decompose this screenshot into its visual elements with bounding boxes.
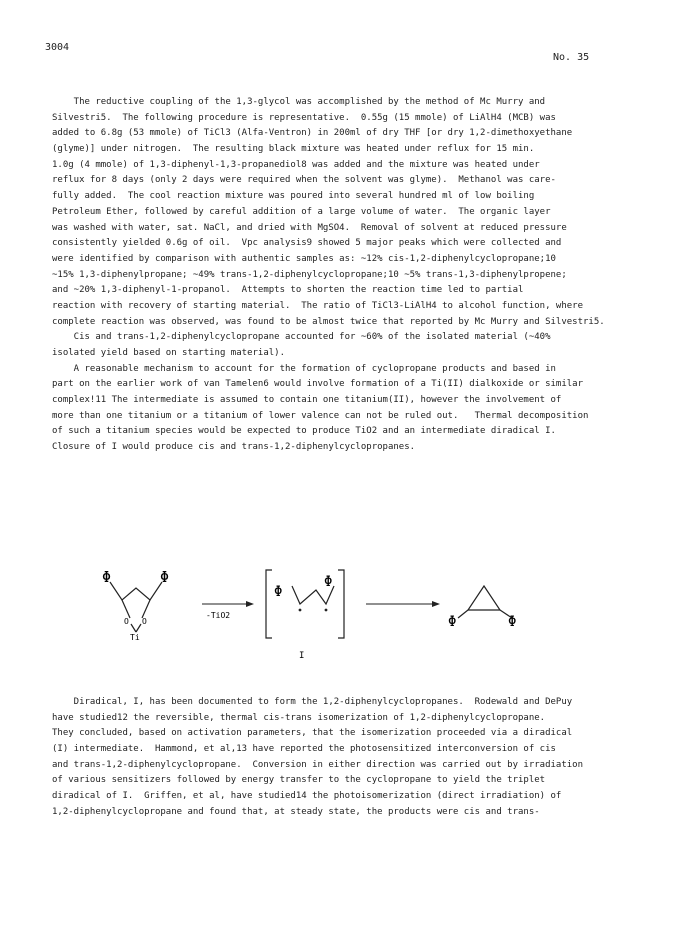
radical-dot-left [299,609,302,612]
text-line: added to 6.8g (53 mmole) of TiCl3 (Alfa-Ventron) in 200ml of dry THF [or dry 1,2-dimethoxyethane [52,128,573,139]
text-line: 1.0g (4 mmole) of 1,3-diphenyl-1,3-propanediol8 was added and the mixture was heated under [52,159,540,170]
text-line: They concluded, based on activation parameters, that the isomerization proceeded via a diradical [52,728,573,739]
text-line: A reasonable mechanism to account for the formation of cyclopropane products and based in [52,363,556,374]
paragraph-experimental [52,95,622,456]
intermediate-label: I [299,651,305,661]
starting-titanium-complex [110,582,162,632]
phenyl-diradical-left: Φ [274,584,283,600]
text-line: have studied12 the reversible, thermal cis-trans isomerization of 1,2-diphenylcyclopropane. [52,712,546,723]
reaction-scheme [60,560,620,670]
text-line: Cis and trans-1,2-diphenylcyclopropane accounted for ~60% of the isolated material (~40% [52,332,551,343]
oxygen-right: O [142,617,147,626]
text-line: part on the earlier work of van Tamelen6 would involve formation of a Ti(II) dialkoxide or similar [52,379,584,390]
text-line: more than one titanium or a titanium of lower valence can not be ruled out. Thermal decomposition [52,410,589,421]
titanium-atom: Ti [130,633,140,642]
text-line: complex!11 The intermediate is assumed to contain one titanium(II), however the involvement of [52,395,562,406]
paragraph-discussion [52,695,622,821]
phenyl-diradical-right: Φ [324,574,333,590]
phenyl-product-right: Φ [508,614,517,630]
text-line: fully added. The cool reaction mixture was poured into several hundred ml of low boiling [52,191,535,202]
text-line: Closure of I would produce cis and trans-1,2-diphenylcyclopropanes. [52,442,416,453]
page-number: 3004 [45,42,70,53]
text-line: The reductive coupling of the 1,3-glycol was accomplished by the method of Mc Murry and [52,97,546,107]
phenyl-right: Φ [160,568,170,586]
text-line: reaction with recovery of starting material. The ratio of TiCl3-LiAlH4 to alcohol function, where [52,300,584,311]
text-line: 1,2-diphenylcyclopropane and found that, at steady state, the products were cis and trans- [52,806,540,817]
phenyl-left: Φ [102,568,112,586]
text-line: (I) intermediate. Hammond, et al,13 have reported the photosensitized interconversion of cis [52,744,556,755]
diphenylcyclopropane-product [458,586,512,618]
text-line: of such a titanium species would be expected to produce TiO2 and an intermediate diradical I. [52,426,556,437]
text-line: diradical of I. Griffen, et al, have studied14 the photoisomerization (direct irradiation) of [52,791,562,802]
text-line: Silvestri5. The following procedure is representative. 0.55g (15 mmole) of LiAlH4 (MCB) was [52,112,556,123]
journal-issue: No. 35 [553,52,590,63]
text-line: isolated yield based on starting material). [52,348,285,358]
text-line: of various sensitizers followed by energy transfer to the cyclopropane to yield the triplet [52,775,546,786]
text-line: and trans-1,2-diphenylcyclopropane. Conversion in either direction was carried out by irradiation [52,759,584,770]
text-line: and ~20% 1,3-diphenyl-1-propanol. Attempts to shorten the reaction time led to partial [52,285,524,296]
text-line: were identified by comparison with authentic samples as: ~12% cis-1,2-diphenylcyclopropane;10 [52,253,556,264]
phenyl-product-left: Φ [448,614,457,630]
reagent-label: -TiO2 [206,611,231,620]
text-line: ~15% 1,3-diphenylpropane; ~49% trans-1,2-diphenylcyclopropane;10 ~5% trans-1,3-diphenylpropene; [52,269,567,280]
text-line: was washed with water, sat. NaCl, and dried with MgSO4. Removal of solvent at reduced pressure [52,222,567,233]
text-line: (glyme)] under nitrogen. The resulting black mixture was heated under reflux for 15 min. [52,144,535,155]
oxygen-left: O [124,617,129,626]
text-line: Petroleum Ether, followed by careful addition of a large volume of water. The organic layer [52,206,551,217]
text-line: complete reaction was observed, was found to be almost twice that reported by Mc Murry and Silvestri5. [52,316,605,327]
text-line: consistently yielded 0.6g of oil. Vpc analysis9 showed 5 major peaks which were collected and [52,238,562,249]
text-line: Diradical, I, has been documented to form the 1,2-diphenylcyclopropanes. Rodewald and DePuy [52,697,573,707]
radical-dot-right [325,609,328,612]
text-line: reflux for 8 days (only 2 days were required when the solvent was glyme). Methanol was care- [52,175,556,186]
